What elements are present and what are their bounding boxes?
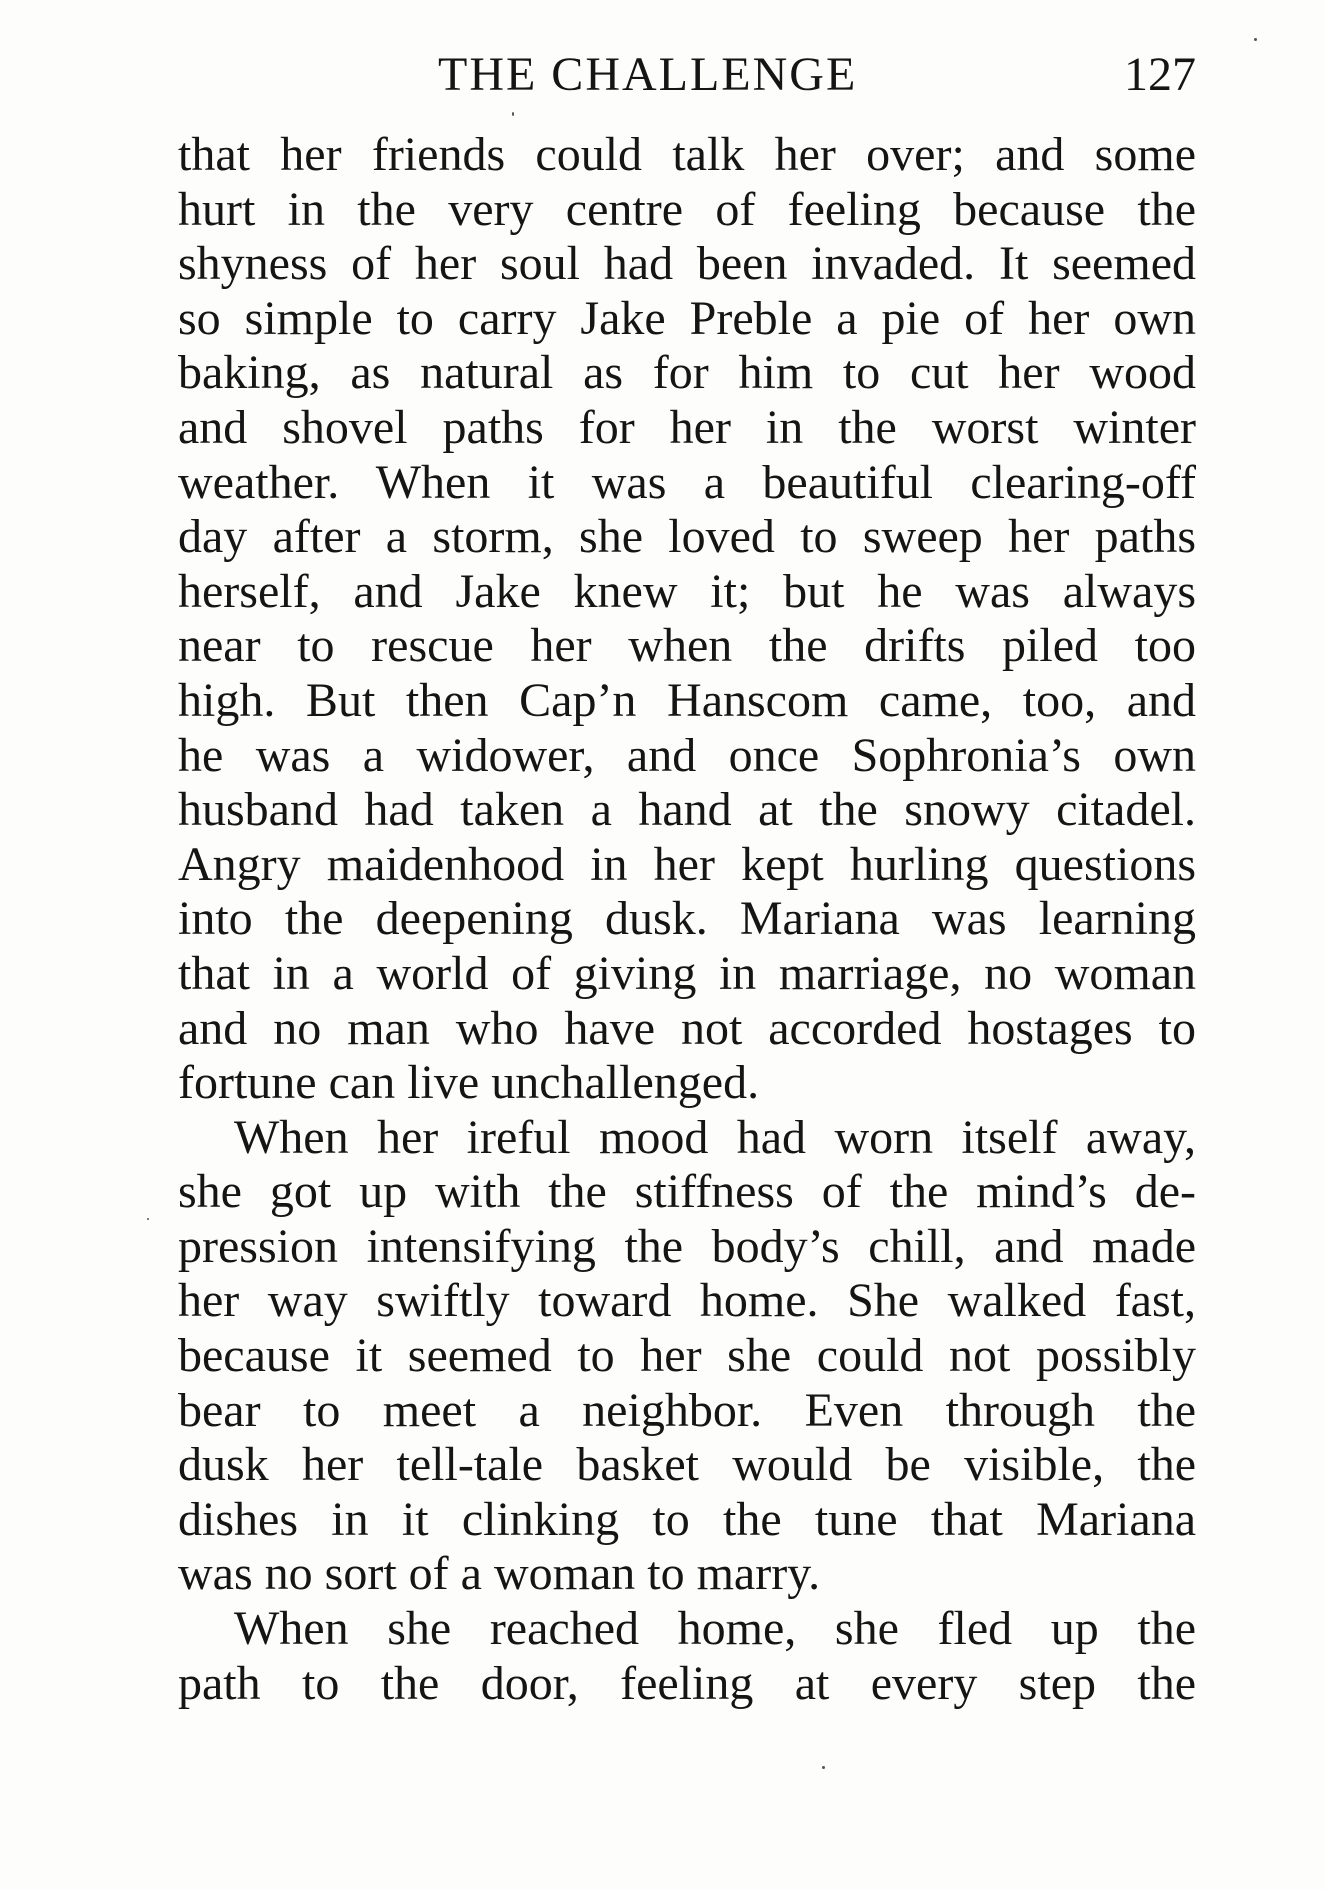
paragraph-end-line: fortune can live unchallenged. — [178, 1056, 760, 1110]
scan-speck — [822, 1766, 825, 1769]
text-line: day after a storm, she loved to sweep her paths — [178, 510, 1196, 564]
running-head — [178, 40, 1196, 110]
text-line: dishes in it clinking to the tune that Mariana — [178, 1492, 1196, 1546]
text-line: husband had taken a hand at the snowy citadel. — [178, 783, 1196, 837]
text-line: because it seemed to her she could not possibly — [178, 1329, 1196, 1383]
scan-speck — [512, 112, 514, 116]
text-line: path to the door, feeling at every step the — [178, 1656, 1196, 1710]
text-line: Angry maidenhood in her kept hurling questions — [178, 837, 1196, 891]
text-line: baking, as natural as for him to cut her wood — [178, 346, 1196, 400]
text-line: so simple to carry Jake Preble a pie of her own — [178, 291, 1196, 345]
page-number: 127 — [1124, 48, 1196, 101]
text-line: shyness of her soul had been invaded. It seemed — [178, 237, 1196, 291]
text-line: bear to meet a neighbor. Even through the — [178, 1383, 1196, 1437]
text-line: herself, and Jake knew it; but he was always — [178, 564, 1196, 618]
text-line: her way swiftly toward home. She walked fast, — [178, 1274, 1196, 1328]
text-line: and no man who have not accorded hostages to — [178, 1001, 1196, 1055]
paragraph-start-line: When her ireful mood had worn itself away, — [234, 1110, 1196, 1164]
text-line: and shovel paths for her in the worst winter — [178, 400, 1196, 454]
running-head-title: THE CHALLENGE — [438, 48, 858, 101]
scan-speck — [147, 1218, 149, 1220]
paragraph-start-line: When she reached home, she fled up the — [234, 1602, 1196, 1656]
body-text — [178, 128, 1196, 1711]
scan-speck — [1254, 38, 1257, 41]
text-line: she got up with the stiffness of the mind’s de- — [178, 1165, 1196, 1219]
paragraph-end-line: was no sort of a woman to marry. — [178, 1547, 821, 1601]
text-line: that in a world of giving in marriage, no woman — [178, 946, 1196, 1000]
text-line: that her friends could talk her over; and some — [178, 128, 1196, 181]
text-line: pression intensifying the body’s chill, and made — [178, 1219, 1196, 1273]
text-line: weather. When it was a beautiful clearing-off — [178, 455, 1196, 509]
text-line: high. But then Cap’n Hanscom came, too, and — [178, 673, 1196, 727]
text-line: into the deepening dusk. Mariana was learning — [178, 892, 1196, 946]
text-line: near to rescue her when the drifts piled too — [178, 619, 1196, 673]
text-line: dusk her tell-tale basket would be visible, the — [178, 1438, 1196, 1492]
text-line: hurt in the very centre of feeling because the — [178, 182, 1196, 236]
text-line: he was a widower, and once Sophronia’s own — [178, 728, 1196, 782]
